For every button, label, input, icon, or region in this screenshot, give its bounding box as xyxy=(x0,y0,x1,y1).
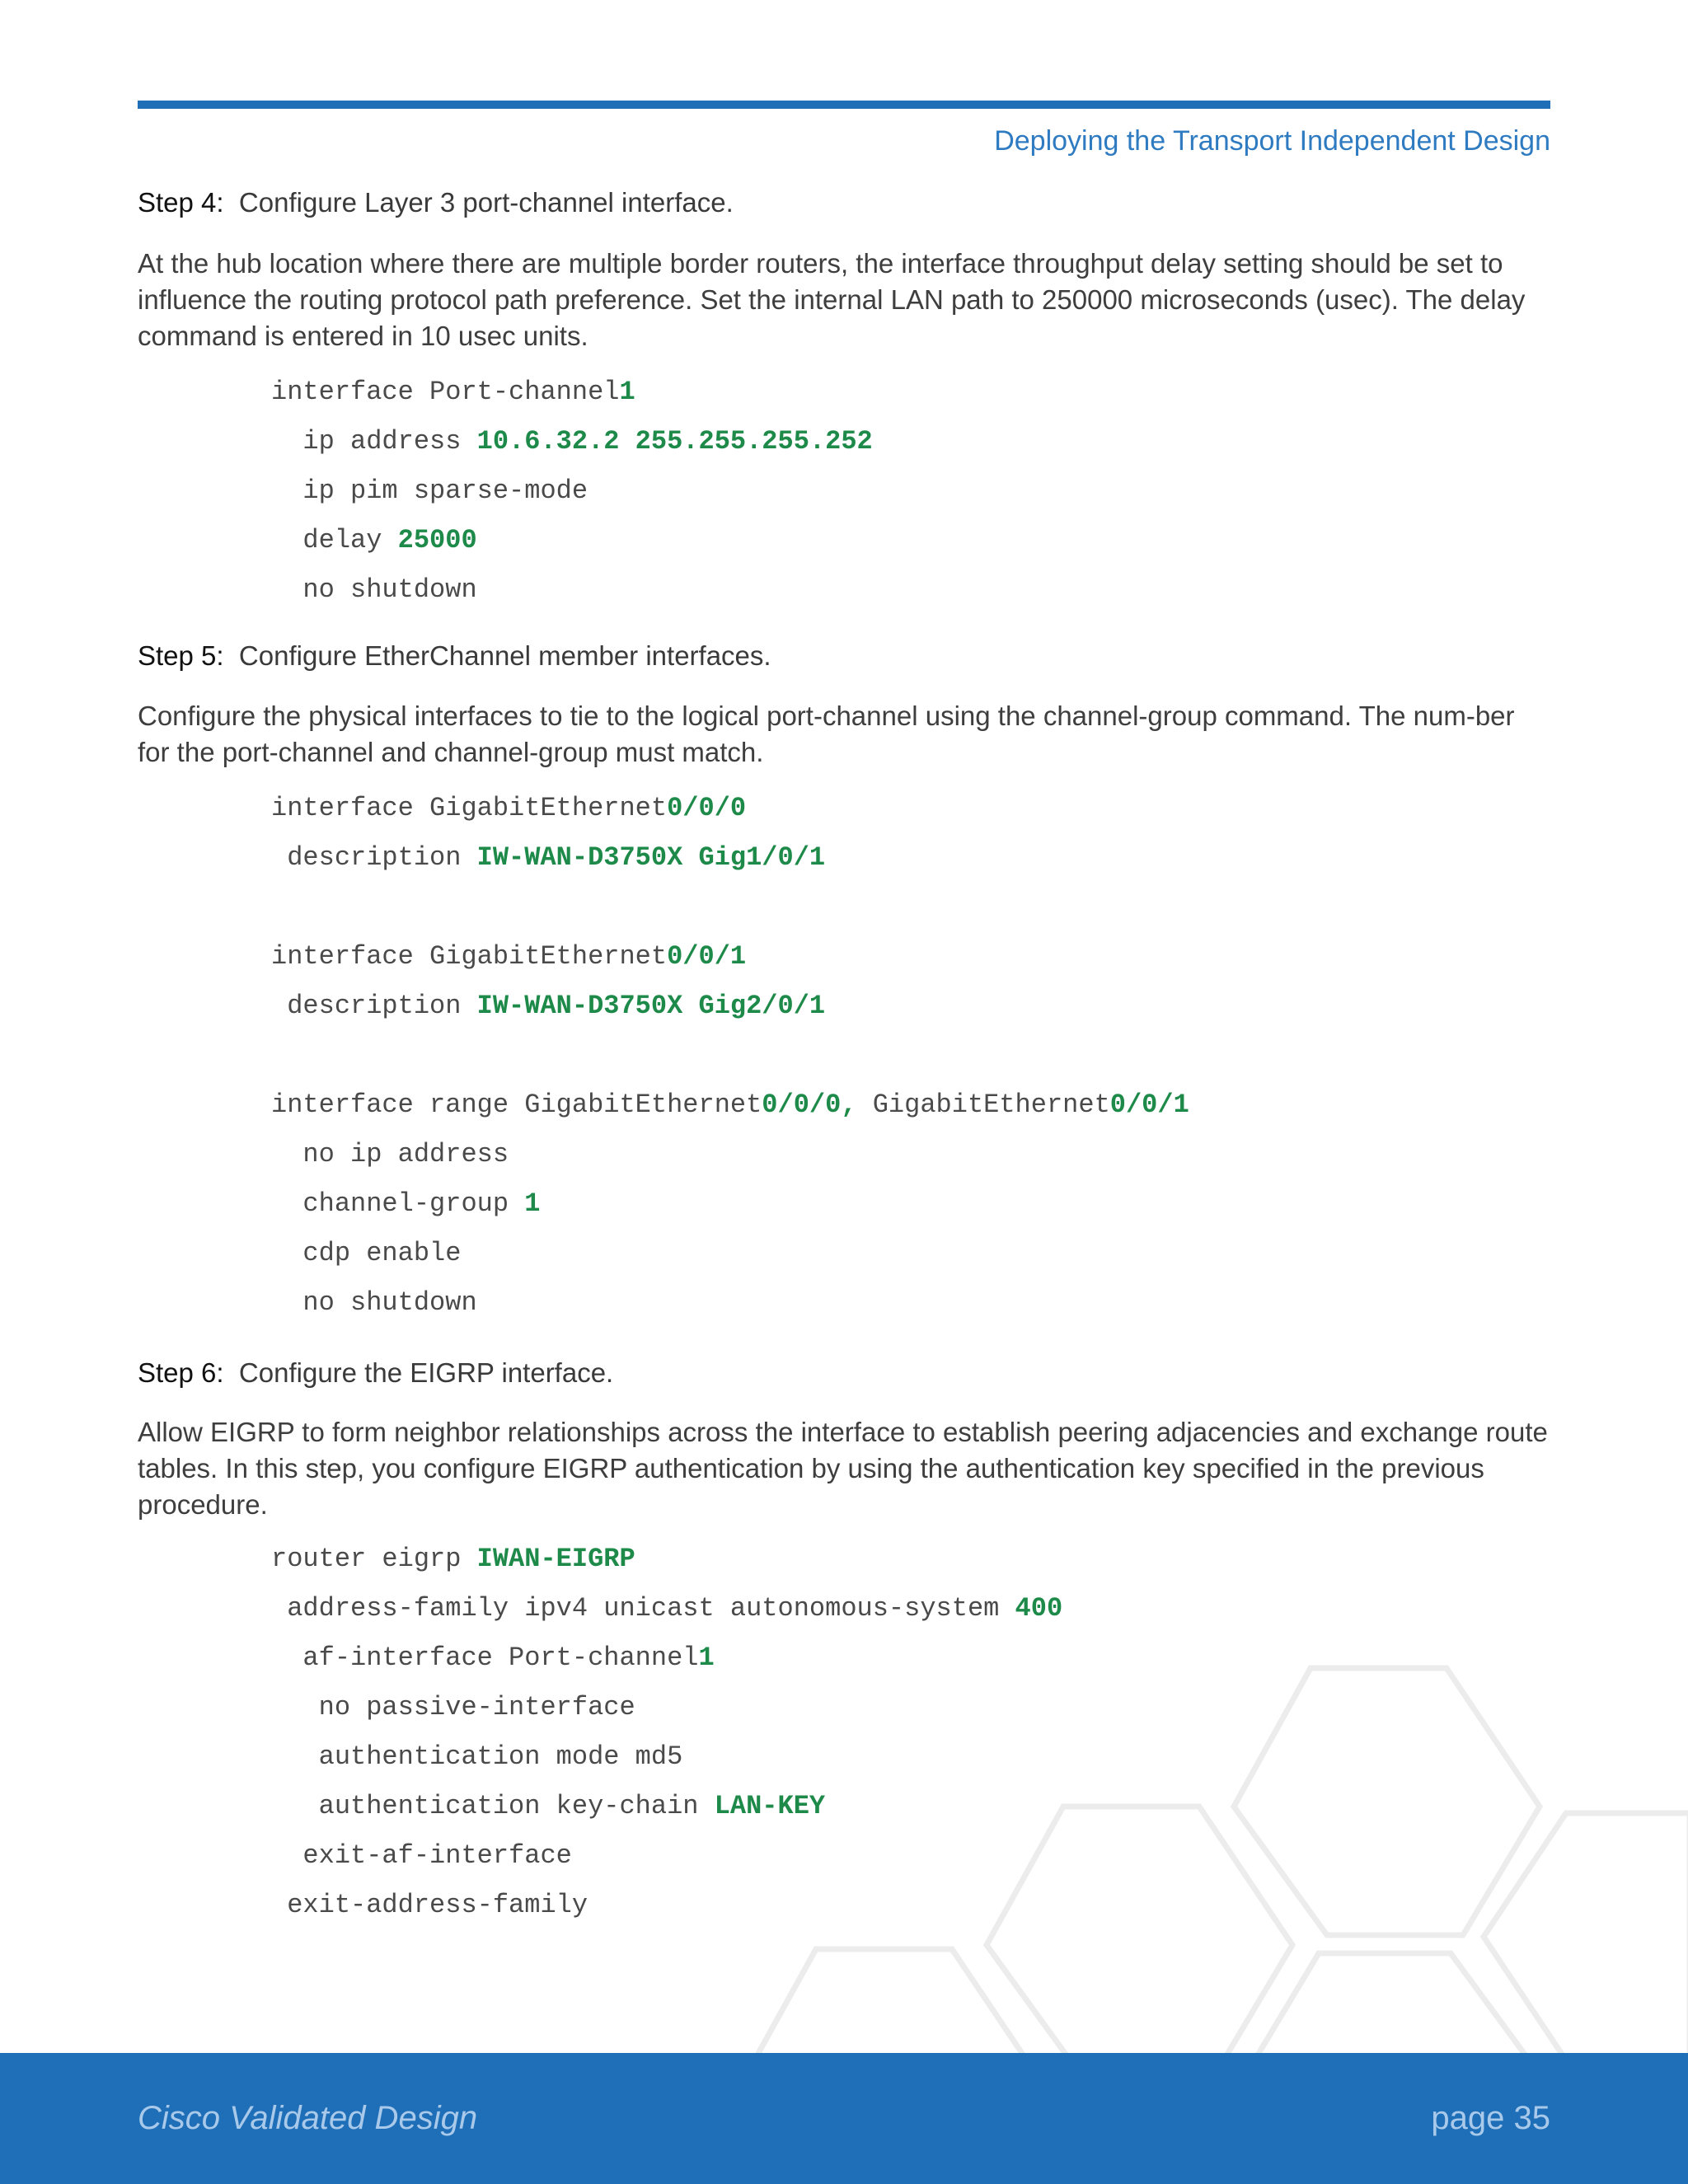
code-text: ip address xyxy=(271,426,477,457)
code-line xyxy=(271,1278,1189,1328)
code-line xyxy=(271,1080,1189,1130)
code-line xyxy=(271,1535,1062,1584)
step-number: Step 6: xyxy=(138,1357,224,1388)
code-line xyxy=(271,516,873,565)
code-text: exit-af-interface xyxy=(271,1840,572,1871)
step-paragraph: Configure the physical interfaces to tie to the logical port-channel using the channel-group command. The num-ber for the port-channel and channel-group must match. xyxy=(138,701,1515,767)
running-header: Deploying the Transport Independent Design xyxy=(994,125,1550,157)
step-title: Configure EtherChannel member interfaces. xyxy=(238,640,771,671)
code-text: interface GigabitEthernet xyxy=(271,793,668,823)
code-line xyxy=(271,833,1189,883)
code-line xyxy=(271,784,1189,833)
code-value: 1 xyxy=(619,377,635,407)
code-line xyxy=(271,417,873,466)
code-value: IW-WAN-D3750X Gig1/0/1 xyxy=(476,842,826,873)
code-value: 10.6.32.2 255.255.255.252 xyxy=(476,426,873,457)
code-line xyxy=(271,1782,1062,1831)
code-text: ip pim sparse-mode xyxy=(271,476,588,506)
step-number: Step 5: xyxy=(138,640,224,671)
code-blank-line xyxy=(271,1031,1189,1080)
step-title: Configure Layer 3 port-channel interface. xyxy=(238,187,734,218)
step-heading xyxy=(138,1357,613,1389)
step-number: Step 4: xyxy=(138,187,224,218)
code-text: no shutdown xyxy=(271,574,477,605)
code-value: 0/0/1 xyxy=(667,941,747,972)
code-line xyxy=(271,1881,1062,1930)
code-text: channel-group xyxy=(271,1188,525,1219)
code-text: interface range GigabitEthernet xyxy=(271,1090,762,1120)
code-value: 0/0/1 xyxy=(1109,1090,1189,1120)
code-line xyxy=(271,1633,1062,1683)
code-block xyxy=(271,368,873,615)
step-heading xyxy=(138,187,734,218)
code-line xyxy=(271,1683,1062,1732)
code-text: address-family ipv4 unicast autonomous-system xyxy=(271,1593,1015,1624)
code-text: authentication mode md5 xyxy=(271,1741,683,1772)
code-line xyxy=(271,368,873,417)
code-value: IW-WAN-D3750X Gig2/0/1 xyxy=(476,991,826,1021)
code-line xyxy=(271,1584,1062,1633)
code-block xyxy=(271,1535,1062,1930)
code-text: description xyxy=(271,991,477,1021)
code-text: exit-address-family xyxy=(271,1890,588,1920)
step-paragraph: At the hub location where there are multiple border routers, the interface throughput delay setting should be set to influence the routing protocol path preference. Set the internal LAN path to 250000 microseconds (usec). The delay command is entered in 10 usec units. xyxy=(138,248,1526,351)
code-value: 0/0/0 xyxy=(667,793,747,823)
code-value: 0/0/0, xyxy=(762,1090,857,1120)
code-text: cdp enable xyxy=(271,1238,462,1268)
code-line xyxy=(271,1831,1062,1881)
code-text: description xyxy=(271,842,477,873)
code-line xyxy=(271,982,1189,1031)
page-number: page 35 xyxy=(1431,2100,1550,2136)
code-line xyxy=(271,1229,1189,1278)
code-text: GigabitEthernet xyxy=(856,1090,1110,1120)
code-line xyxy=(271,1130,1189,1179)
code-line xyxy=(271,466,873,516)
code-block xyxy=(271,784,1189,1328)
footer-title: Cisco Validated Design xyxy=(138,2100,478,2136)
code-blank-line xyxy=(271,883,1189,932)
header-rule xyxy=(138,101,1550,109)
code-value: 1 xyxy=(524,1188,541,1219)
code-text: af-interface Port-channel xyxy=(271,1643,699,1673)
step-paragraph: Allow EIGRP to form neighbor relationships across the interface to establish peering adjacencies and exchange route tables. In this step, you configure EIGRP authentication by using the authentication key specified in the previous procedure. xyxy=(138,1417,1548,1520)
code-text: router eigrp xyxy=(271,1544,477,1574)
code-text: no ip address xyxy=(271,1139,509,1169)
code-value: LAN-KEY xyxy=(714,1791,826,1821)
code-value: 400 xyxy=(1015,1593,1063,1624)
code-text: no passive-interface xyxy=(271,1692,635,1722)
code-text: interface Port-channel xyxy=(271,377,620,407)
code-line xyxy=(271,1179,1189,1229)
step-heading xyxy=(138,640,771,672)
step-title: Configure the EIGRP interface. xyxy=(238,1357,614,1388)
code-line xyxy=(271,932,1189,982)
code-text: authentication key-chain xyxy=(271,1791,715,1821)
code-value: 1 xyxy=(698,1643,715,1673)
code-line xyxy=(271,565,873,615)
code-text: interface GigabitEthernet xyxy=(271,941,668,972)
code-value: 25000 xyxy=(397,525,477,555)
code-line xyxy=(271,1732,1062,1782)
code-value: IWAN-EIGRP xyxy=(476,1544,635,1574)
code-text: delay xyxy=(271,525,398,555)
code-text: no shutdown xyxy=(271,1287,477,1318)
